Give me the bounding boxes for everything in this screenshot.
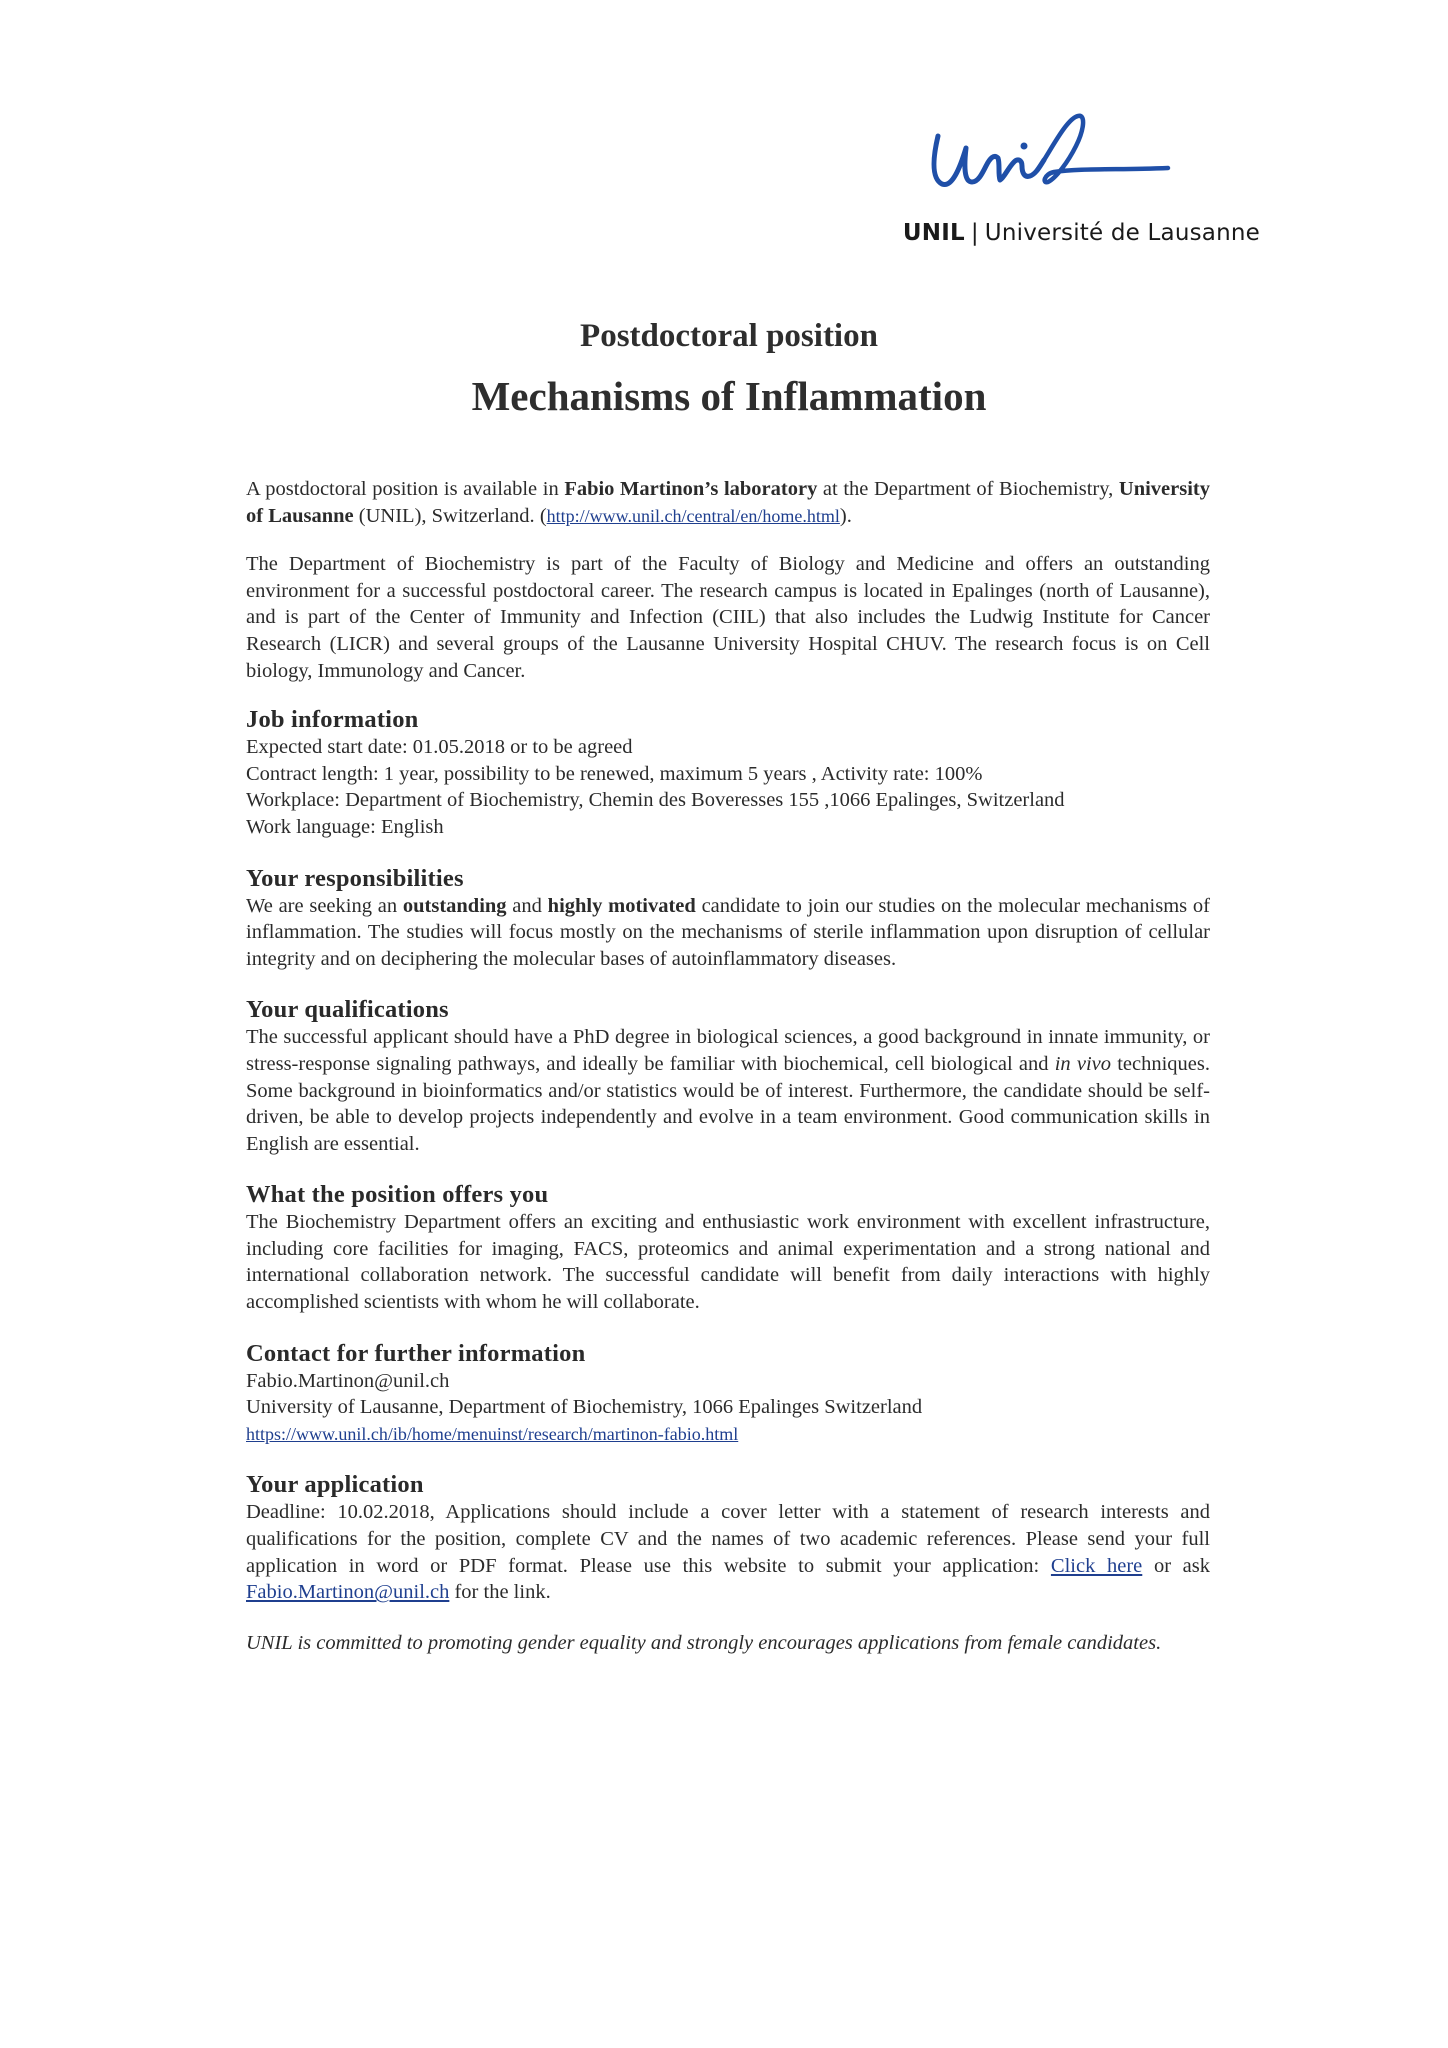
resp-text-1: We are seeking an bbox=[246, 894, 403, 917]
offers-section bbox=[246, 1181, 1210, 1315]
logo-caption bbox=[903, 220, 1260, 246]
contact-email: Fabio.Martinon@unil.ch bbox=[246, 1369, 450, 1392]
unil-home-link[interactable]: http://www.unil.ch/central/en/home.html bbox=[546, 505, 840, 526]
lab-website-link[interactable]: https://www.unil.ch/ib/home/menuinst/research/martinon-fabio.html bbox=[246, 1423, 739, 1444]
document-body bbox=[246, 476, 1210, 1656]
job-info-line: Contract length: 1 year, possibility to be renewed, maximum 5 years , Activity rate: 100% bbox=[246, 762, 983, 785]
responsibilities-heading: Your responsibilities bbox=[246, 864, 464, 892]
job-info-line: Expected start date: 01.05.2018 or to be agreed bbox=[246, 736, 633, 759]
application-body: Deadline: 10.02.2018, Applications should include a cover letter with a statement of research interests and qualifications for the position, complete CV and the names of two academic references. Please send your full application in word or PDF format. Please use this website to submit your application: bbox=[246, 1501, 1210, 1577]
document-title: Postdoctoral position bbox=[580, 318, 878, 354]
qual-text-1: The successful applicant should have a PhD degree in biological sciences, a good background in innate immunity, or stress-response signaling pathways, and ideally be familiar with biochemical, cell biological and bbox=[246, 1026, 1210, 1075]
qualifications-section bbox=[246, 996, 1210, 1157]
logo-separator: | bbox=[970, 220, 979, 246]
responsibilities-text bbox=[246, 893, 1210, 973]
qualifications-heading: Your qualifications bbox=[246, 996, 449, 1024]
offers-heading: What the position offers you bbox=[246, 1181, 549, 1209]
contact-address: University of Lausanne, Department of Biochemistry, 1066 Epalinges Switzerland bbox=[246, 1396, 923, 1419]
equality-statement: UNIL is committed to promoting gender equality and strongly encourages applications from female candidates. bbox=[246, 1631, 1162, 1654]
logo-university-name: Université de Lausanne bbox=[984, 220, 1260, 246]
intro-text-1: A postdoctoral position is available in bbox=[246, 478, 565, 500]
application-text bbox=[246, 1499, 1210, 1605]
qual-italic: in vivo bbox=[1054, 1052, 1112, 1075]
application-heading: Your application bbox=[246, 1471, 424, 1499]
intro-text-2: at the Department of Biochemistry, bbox=[817, 478, 1119, 500]
job-information-heading: Job information bbox=[246, 706, 419, 734]
qual-text-2: techniques. Some background in bioinformatics and/or statistics would be of interest. Furthermore, the candidate should be self-driven, be able to develop projects independently and evolve in a team environment. Good communication skills in English are essential. bbox=[246, 1052, 1211, 1155]
logo-acronym: UNIL bbox=[902, 220, 965, 246]
contact-heading: Contact for further information bbox=[246, 1339, 586, 1367]
application-text-2: or ask bbox=[1142, 1554, 1211, 1577]
job-info-line: Workplace: Department of Biochemistry, Chemin des Boveresses 155 ,1066 Epalinges, Switzerland bbox=[246, 789, 1065, 812]
click-here-link[interactable]: Click here bbox=[1050, 1554, 1143, 1577]
job-information-section bbox=[246, 706, 1210, 840]
responsibilities-section bbox=[246, 865, 1210, 973]
unil-script-logo bbox=[920, 108, 1180, 208]
intro-paragraph bbox=[246, 476, 1210, 529]
qualifications-text bbox=[246, 1024, 1210, 1157]
offers-text: The Biochemistry Department offers an exciting and enthusiastic work environment with excellent infrastructure, including core facilities for imaging, FACS, proteomics and animal experimentation and a strong national and international collaboration network. The successful candidate will benefit from daily interactions with highly accomplished scientists with whom he will collaborate. bbox=[246, 1211, 1210, 1314]
intro-text-3: (UNIL), Switzerland. bbox=[353, 504, 540, 527]
lab-name: Fabio Martinon’s laboratory bbox=[564, 478, 818, 500]
resp-bold-1: outstanding bbox=[402, 894, 507, 917]
resp-text-2: and bbox=[506, 894, 548, 917]
university-name: University of Lausanne bbox=[246, 478, 1210, 527]
contact-section bbox=[246, 1340, 1210, 1448]
document-subtitle: Mechanisms of Inflammation bbox=[471, 373, 987, 419]
url-open-paren: ( bbox=[539, 504, 547, 527]
application-text-3: for the link. bbox=[449, 1581, 551, 1604]
url-close-paren: ). bbox=[839, 504, 852, 527]
department-paragraph: The Department of Biochemistry is part of the Faculty of Biology and Medicine and offers an outstanding environment for a successful postdoctoral career. The research campus is located in Epalinges (north of Lausanne), and is part of the Center of Immunity and Infection (CIIL) that also includes the Ludwig Institute for Cancer Research (LICR) and several groups of the Lausanne University Hospital CHUV. The research focus is on Cell biology, Immunology and Cancer. bbox=[246, 553, 1210, 682]
job-info-line: Work language: English bbox=[246, 815, 444, 838]
application-section bbox=[246, 1471, 1210, 1605]
contact-email-link[interactable]: Fabio.Martinon@unil.ch bbox=[246, 1581, 450, 1604]
resp-text-3: candidate to join our studies on the molecular mechanisms of inflammation. The studies will focus mostly on the mechanisms of sterile inflammation upon disruption of cellular integrity and on deciphering the molecular bases of autoinflammatory diseases. bbox=[246, 894, 1210, 970]
resp-bold-2: highly motivated bbox=[547, 894, 696, 917]
unil-logo bbox=[880, 108, 1260, 258]
